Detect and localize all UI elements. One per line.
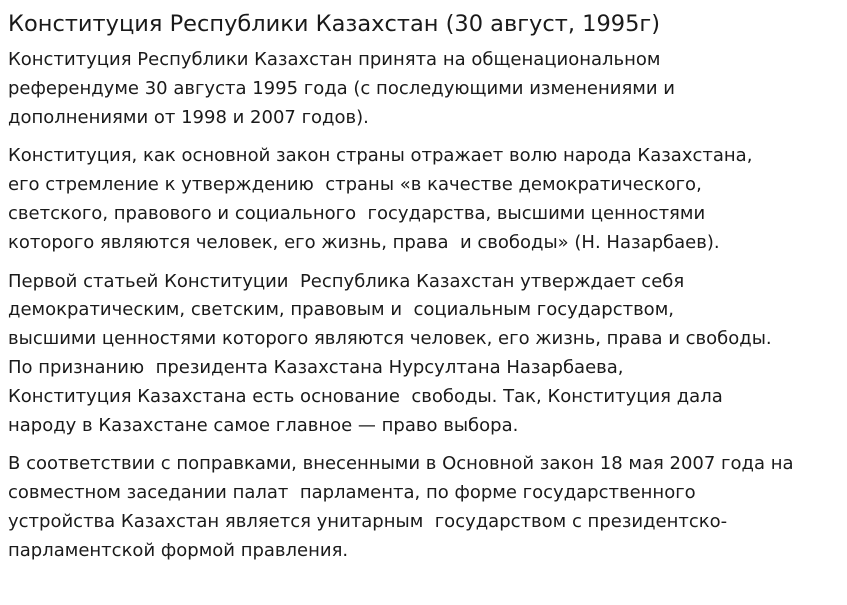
text-line: народу в Казахстане самое главное — право выбора. [8, 414, 519, 436]
text-line: светского, правового и социального государства, высшими ценностями [8, 202, 706, 224]
paragraph-adoption [8, 46, 839, 132]
text-line: Конституция Казахстана есть основание свободы. Так, Конституция дала [8, 385, 723, 407]
paragraph-basic-law [8, 142, 839, 257]
text-line: парламентской формой правления. [8, 539, 349, 561]
text-line: Конституция Республики Казахстан принята на общенациональном [8, 49, 661, 70]
page-title: Конституция Республики Казахстан (30 август, 1995г) [8, 11, 660, 37]
paragraph-amendments [8, 450, 839, 565]
text-line: совместном заседании палат парламента, по форме государственного [8, 482, 696, 504]
text-line: высшими ценностями которого являются человек, его жизнь, права и свободы. [8, 328, 772, 350]
text-line: Конституция, как основной закон страны отражает волю народа Казахстана, [8, 145, 753, 167]
text-line: его стремление к утверждению страны «в качестве демократического, [8, 174, 702, 196]
paragraph-first-article [8, 268, 839, 441]
text-line: В соответствии с поправками, внесенными в Основной закон 18 мая 2007 года на [8, 453, 794, 475]
text-line: дополнениями от 1998 и 2007 годов). [8, 106, 369, 128]
text-line: которого являются человек, его жизнь, права и свободы» (Н. Назарбаев). [8, 231, 720, 253]
text-line: Первой статьей Конституции Республика Казахстан утверждает себя [8, 270, 685, 292]
text-line: референдуме 30 августа 1995 года (с последующими изменениями и [8, 77, 675, 99]
text-line: устройства Казахстан является унитарным государством с президентско- [8, 510, 728, 532]
text-line: По признанию президента Казахстана Нурсултана Назарбаева, [8, 356, 624, 378]
text-line: демократическим, светским, правовым и социальным государством, [8, 299, 674, 321]
